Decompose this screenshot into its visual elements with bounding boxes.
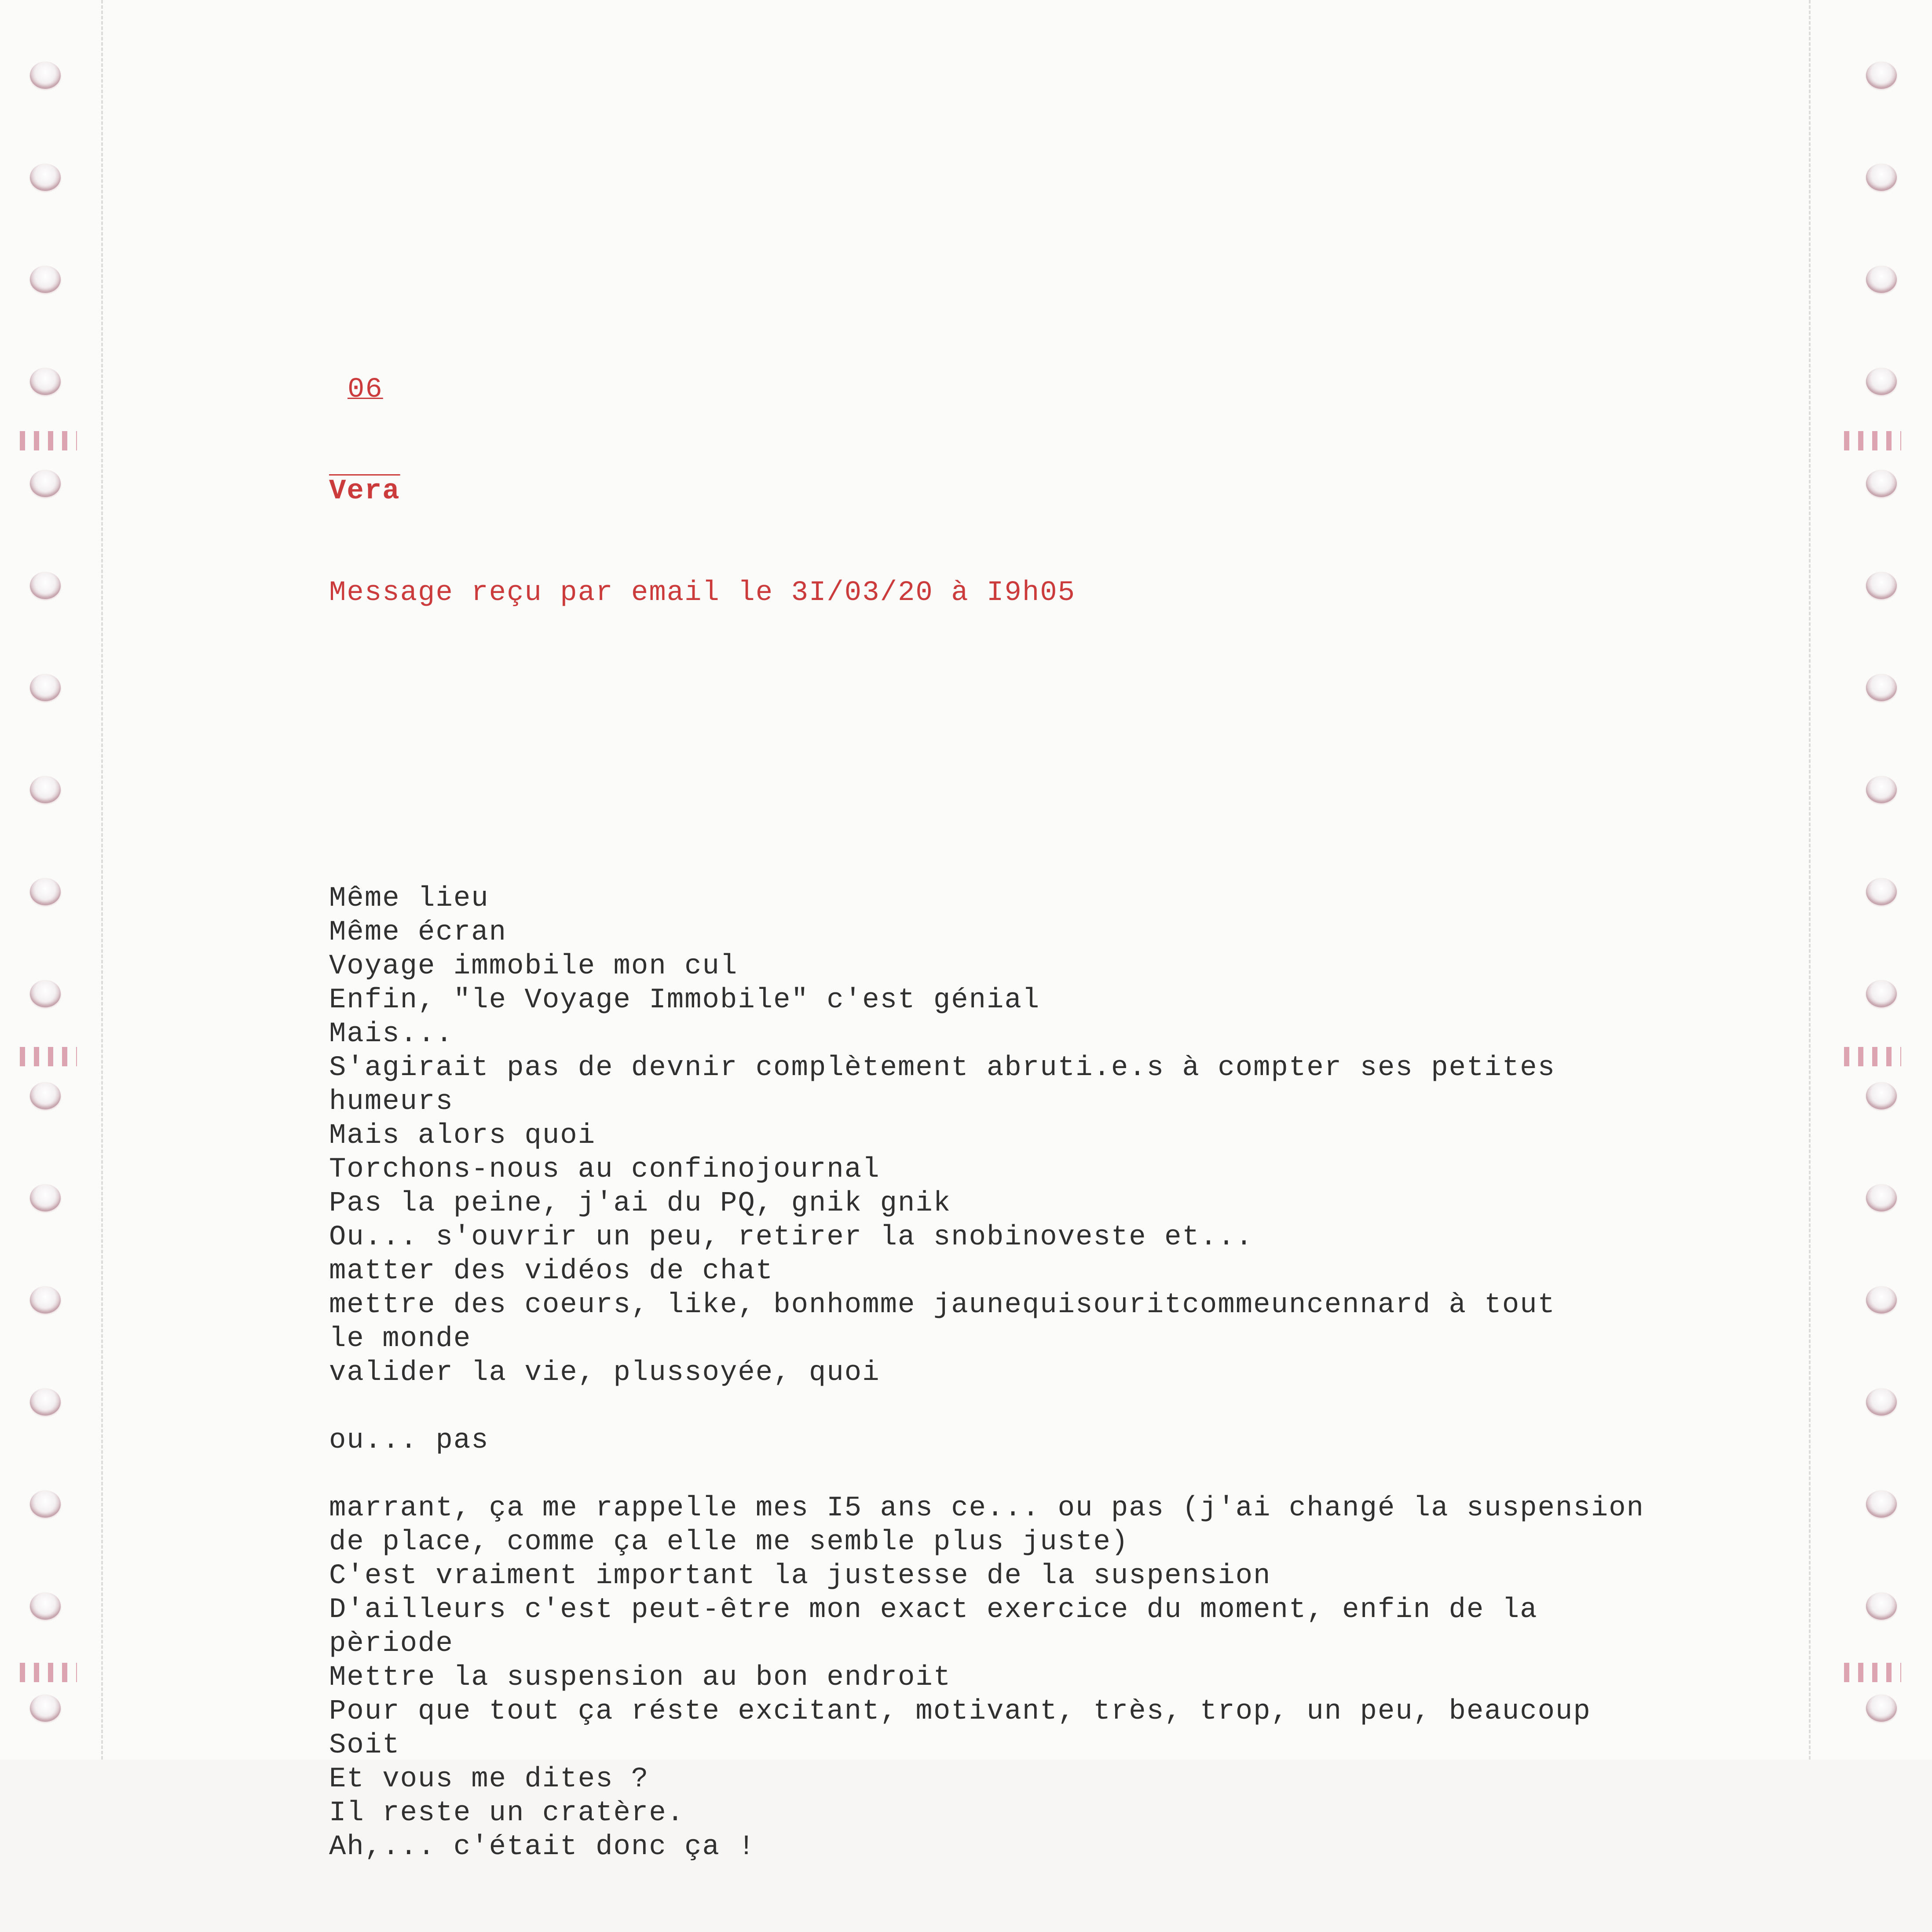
- message-line: S'agirait pas de devnir complètement abruti.e.s à compter ses petites: [329, 1052, 1556, 1084]
- feed-hole: [30, 674, 61, 701]
- perforation-mark: [20, 431, 77, 450]
- feed-hole: [30, 1694, 61, 1722]
- feed-hole: [30, 164, 61, 191]
- feed-hole: [1866, 674, 1897, 701]
- message-line: Torchons-nous au confinojournal: [329, 1154, 880, 1186]
- message-line: Et vous me dites ?: [329, 1764, 649, 1795]
- message-line: Il reste un cratère.: [329, 1797, 685, 1829]
- feed-hole: [1866, 1694, 1897, 1722]
- feed-hole: [30, 1082, 61, 1109]
- feed-hole: [1866, 1286, 1897, 1314]
- message-line: Soit: [329, 1730, 400, 1761]
- feed-hole: [30, 62, 61, 89]
- perforation-mark: [1844, 1047, 1901, 1066]
- message-line: mettre des coeurs, like, bonhomme jaunequisouritcommeuncennard à tout: [329, 1289, 1556, 1321]
- sender-name: Vera: [329, 476, 400, 507]
- message-line: C'est vraiment important la justesse de la suspension: [329, 1560, 1271, 1592]
- perforation-mark: [1844, 431, 1901, 450]
- message-line: ou... pas: [329, 1425, 489, 1456]
- feed-hole: [30, 1490, 61, 1518]
- feed-hole: [1866, 1592, 1897, 1620]
- feed-hole: [1866, 878, 1897, 905]
- message-line: Même lieu: [329, 883, 489, 915]
- feed-hole: [30, 572, 61, 599]
- message-line: Pas la peine, j'ai du PQ, gnik gnik: [329, 1188, 951, 1219]
- feed-hole: [1866, 164, 1897, 191]
- feed-hole: [30, 1184, 61, 1211]
- message-line: [329, 1458, 1825, 1492]
- message-line: humeurs: [329, 1086, 454, 1118]
- feed-hole: [30, 368, 61, 395]
- feed-hole: [1866, 62, 1897, 89]
- message-line: Mettre la suspension au bon endroit: [329, 1662, 951, 1694]
- feed-hole: [1866, 1490, 1897, 1518]
- document-text: [329, 238, 1825, 1932]
- message-line: D'ailleurs c'est peut-être mon exact exercice du moment, enfin de la: [329, 1594, 1538, 1626]
- feed-hole: [1866, 368, 1897, 395]
- perforation-mark: [20, 1047, 77, 1066]
- message-line: valider la vie, plussoyée, quoi: [329, 1357, 880, 1389]
- message-body: [329, 882, 1825, 1864]
- feed-hole: [1866, 1082, 1897, 1109]
- left-tractor-feed-strip: [0, 0, 97, 1760]
- feed-hole: [1866, 1184, 1897, 1211]
- letter-number: 06: [348, 374, 383, 406]
- letter-header: [329, 305, 1825, 678]
- perforation-mark: [1844, 1663, 1901, 1682]
- message-line: Enfin, "le Voyage Immobile" c'est génial: [329, 984, 1040, 1016]
- feed-hole: [1866, 1388, 1897, 1416]
- right-tractor-feed-strip: [1835, 0, 1932, 1760]
- message-line: Mais alors quoi: [329, 1120, 596, 1152]
- message-line: Ou... s'ouvrir un peu, retirer la snobinoveste et...: [329, 1222, 1254, 1253]
- message-line: matter des vidéos de chat: [329, 1255, 774, 1287]
- message-received-line: Message reçu par email le 3I/03/20 à I9h05: [329, 577, 1076, 609]
- message-line: Mais...: [329, 1018, 454, 1050]
- feed-hole: [30, 878, 61, 905]
- feed-hole: [30, 980, 61, 1007]
- feed-hole: [1866, 470, 1897, 497]
- message-line: [329, 1390, 1825, 1424]
- feed-hole: [1866, 572, 1897, 599]
- feed-hole: [30, 1388, 61, 1416]
- feed-hole: [30, 1286, 61, 1314]
- feed-hole: [30, 266, 61, 293]
- message-line: le monde: [329, 1323, 472, 1355]
- message-line: Pour que tout ça réste excitant, motivant, très, trop, un peu, beaucoup: [329, 1696, 1591, 1727]
- message-line: pèriode: [329, 1628, 454, 1660]
- message-line: marrant, ça me rappelle mes I5 ans ce... ou pas (j'ai changé la suspension: [329, 1493, 1645, 1524]
- feed-hole: [1866, 776, 1897, 803]
- feed-hole: [1866, 266, 1897, 293]
- feed-hole: [30, 470, 61, 497]
- message-line: Même écran: [329, 917, 507, 948]
- message-line: Ah,... c'était donc ça !: [329, 1831, 756, 1863]
- message-line: Voyage immobile mon cul: [329, 951, 738, 982]
- left-margin-line: [101, 0, 103, 1760]
- perforation-mark: [20, 1663, 77, 1682]
- feed-hole: [30, 1592, 61, 1620]
- message-line: de place, comme ça elle me semble plus juste): [329, 1526, 1129, 1558]
- feed-hole: [1866, 980, 1897, 1007]
- feed-hole: [30, 776, 61, 803]
